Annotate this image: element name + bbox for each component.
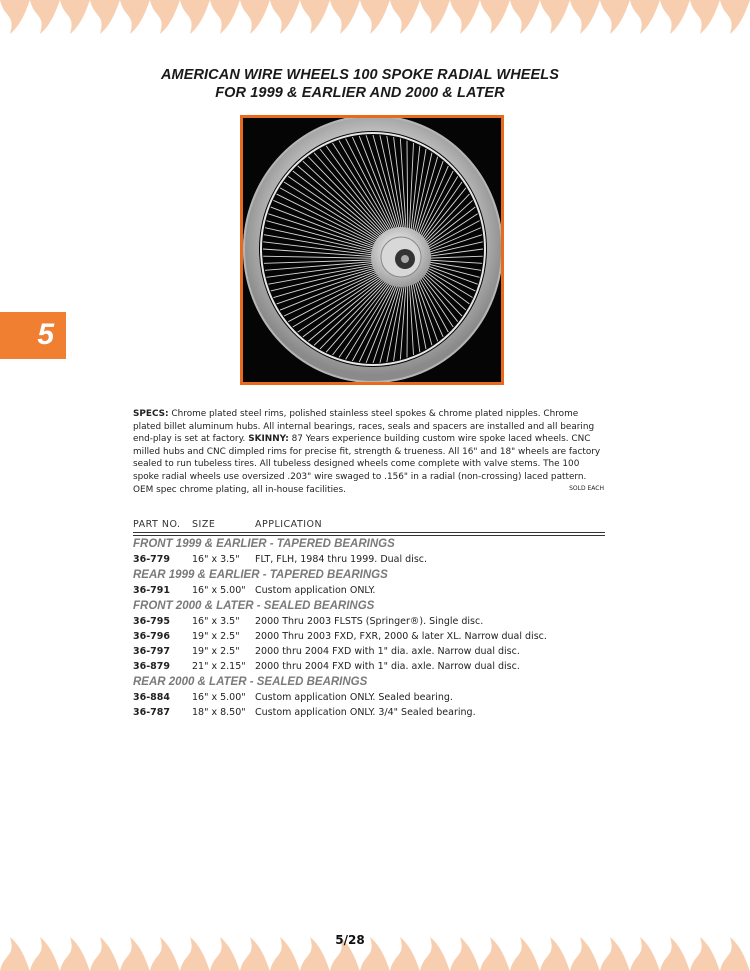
application-text: FLT, FLH, 1984 thru 1999. Dual disc. <box>255 554 428 565</box>
specs-text: Chrome plated steel rims, polished stainless steel spokes & chrome plated nipples. Chrome plated billet aluminum hubs. All internal bearings, races, seals and spacers are installed and all bearing end-play is set at factory. <box>133 409 595 445</box>
application-text: 2000 Thru 2003 FLSTS (Springer®). Single disc. <box>255 616 484 627</box>
table-body <box>133 537 605 720</box>
table-row <box>133 614 605 629</box>
application-text: 2000 Thru 2003 FXD, FXR, 2000 & later XL. Narrow dual disc. <box>255 631 547 642</box>
table-row <box>133 690 605 705</box>
header-size: SIZE <box>192 519 216 530</box>
header-rule <box>133 532 605 533</box>
group-heading: FRONT 2000 & LATER - SEALED BEARINGS <box>133 600 375 612</box>
table-row <box>133 552 605 567</box>
part-number: 36-879 <box>133 661 170 672</box>
specs-label: SPECS: <box>133 409 169 419</box>
wheel-size: 18" x 8.50" <box>192 707 246 718</box>
group-heading: FRONT 1999 & EARLIER - TAPERED BEARINGS <box>133 538 395 550</box>
part-number: 36-796 <box>133 631 170 642</box>
title-line-1: AMERICAN WIRE WHEELS 100 SPOKE RADIAL WHEELS <box>160 67 560 83</box>
wheel-size: 19" x 2.5" <box>192 646 240 657</box>
application-text: Custom application ONLY. Sealed bearing. <box>255 692 453 703</box>
wheel-product-image <box>240 115 504 385</box>
skinny-label: SKINNY: <box>248 434 289 445</box>
part-number: 36-779 <box>133 554 170 565</box>
application-text: Custom application ONLY. 3/4" Sealed bearing. <box>255 707 476 718</box>
wheel-size: 21" x 2.15" <box>192 661 246 672</box>
specs-paragraph <box>133 408 605 496</box>
page-number: 5/28 <box>335 933 365 947</box>
table-row <box>133 705 605 720</box>
part-number: 36-884 <box>133 692 170 703</box>
header-rule-2 <box>133 535 605 536</box>
application-text: 2000 thru 2004 FXD with 1" dia. axle. Narrow dual disc. <box>255 661 520 672</box>
table-row <box>133 644 605 659</box>
table-row <box>133 659 605 674</box>
skinny-text: 87 Years experience building custom wire spoke laced wheels. CNC milled hubs and CNC dimpled rims for precise fit, strength & trueness. All 16" and 18" wheels are factory sealed to run tubeless tires. All tubeless designed wheels come complete with valve stems. The 100 spoke radial wheels use oversized .203" wire swaged to .156" in a radial (non-crossing) laced pattern. OEM spec chrome plating, all in-house facilities. <box>133 434 601 495</box>
application-text: Custom application ONLY. <box>255 585 376 596</box>
title-line-2: FOR 1999 & EARLIER AND 2000 & LATER <box>215 85 505 101</box>
header-part-no: PART NO. <box>133 519 181 530</box>
top-flame-border <box>0 0 750 54</box>
wheel-size: 16" x 3.5" <box>192 554 240 565</box>
table-header <box>133 518 605 532</box>
table-row <box>133 629 605 644</box>
section-number: 5 <box>37 318 54 351</box>
table-row <box>133 583 605 598</box>
section-tab <box>0 312 66 359</box>
part-number: 36-787 <box>133 707 170 718</box>
wheel-size: 19" x 2.5" <box>192 631 240 642</box>
part-number: 36-795 <box>133 616 170 627</box>
sold-each-note: SOLD EACH <box>569 485 604 492</box>
page-title <box>0 66 720 102</box>
header-application: APPLICATION <box>255 519 323 530</box>
wheel-size: 16" x 3.5" <box>192 616 240 627</box>
part-number: 36-797 <box>133 646 170 657</box>
group-heading: REAR 2000 & LATER - SEALED BEARINGS <box>133 676 368 688</box>
wheel-size: 16" x 5.00" <box>192 692 246 703</box>
part-number: 36-791 <box>133 585 170 596</box>
application-text: 2000 thru 2004 FXD with 1" dia. axle. Narrow dual disc. <box>255 646 520 657</box>
group-heading: REAR 1999 & EARLIER - TAPERED BEARINGS <box>133 569 388 581</box>
wheel-size: 16" x 5.00" <box>192 585 246 596</box>
parts-table <box>133 518 605 720</box>
